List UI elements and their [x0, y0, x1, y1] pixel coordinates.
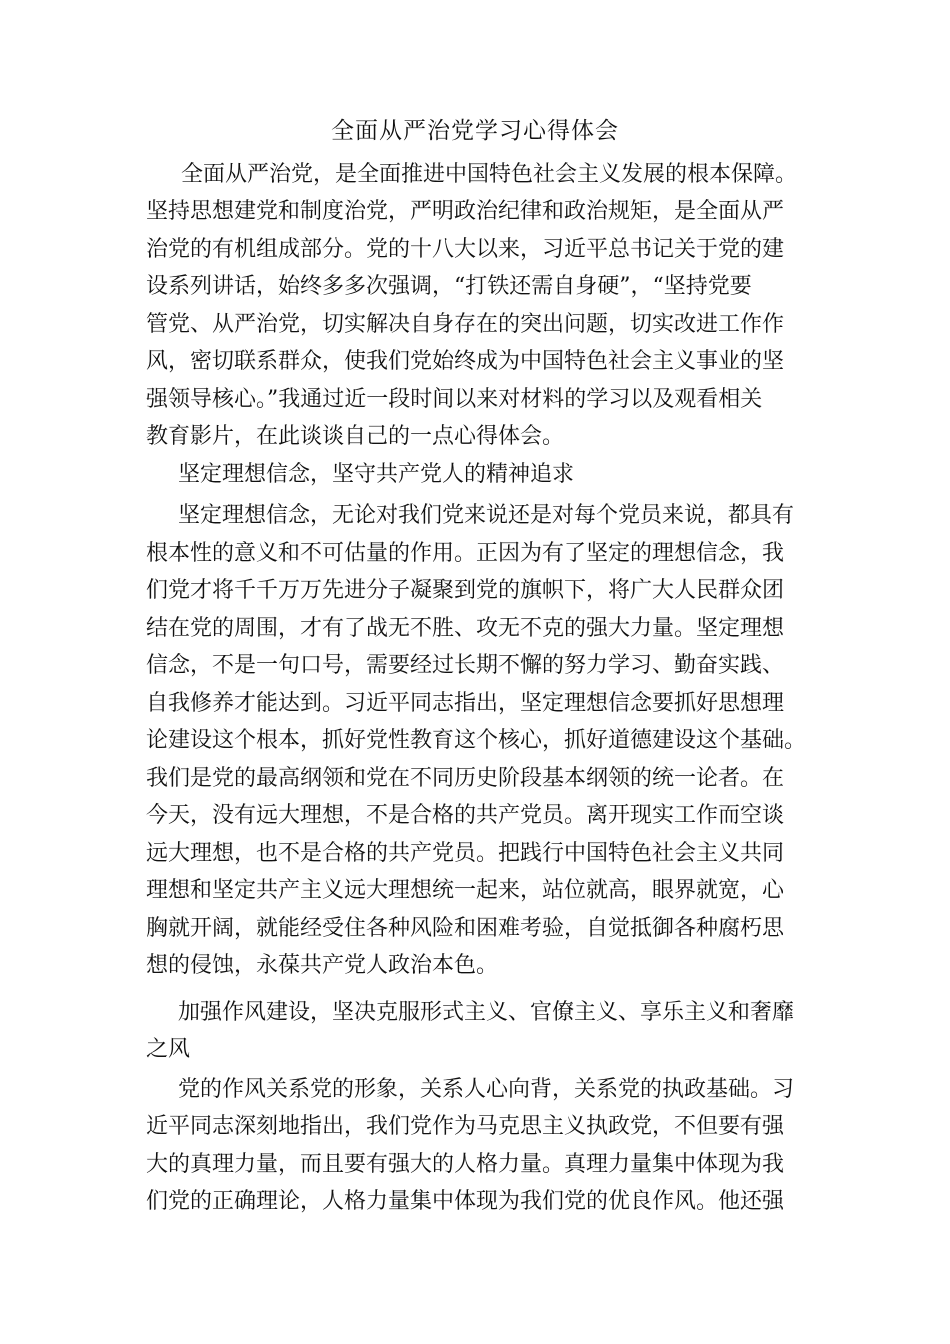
section-heading: 加强作风建设，坚决克服形式主义、官僚主义、享乐主义和奢靡 [178, 1000, 795, 1025]
text-line: 全面从严治党，是全面推进中国特色社会主义发展的根本保障。 [181, 162, 798, 187]
text-line: 自我修养才能达到。习近平同志指出，坚定理想信念要抓好思想理 [146, 691, 785, 716]
text-line: 想的侵蚀，永葆共产党人政治本色。 [146, 953, 499, 978]
text-line: 远大理想，也不是合格的共产党员。把践行中国特色社会主义共同 [146, 841, 785, 866]
text-line: 根本性的意义和不可估量的作用。正因为有了坚定的理想信念，我 [146, 541, 785, 566]
text-line: 信念，不是一句口号，需要经过长期不懈的努力学习、勤奋实践、 [146, 653, 785, 678]
text-line: 胸就开阔，就能经受住各种风险和困难考验，自觉抵御各种腐朽思 [146, 916, 785, 941]
text-line: 们党的正确理论，人格力量集中体现为我们党的优良作风。他还强 [146, 1189, 785, 1214]
text-line: 设系列讲话，始终多多次强调，“打铁还需自身硬”，“坚持党要 [146, 274, 752, 299]
text-line: 坚持思想建党和制度治党，严明政治纪律和政治规矩，是全面从严 [146, 199, 785, 224]
text-line: 大的真理力量，而且要有强大的人格力量。真理力量集中体现为我 [146, 1152, 785, 1177]
text-line: 强领导核心。”我通过近一段时间以来对材料的学习以及观看相关 [146, 387, 763, 412]
text-line: 我们是党的最高纲领和党在不同历史阶段基本纲领的统一论者。在 [146, 766, 785, 791]
text-line: 治党的有机组成部分。党的十八大以来，习近平总书记关于党的建 [146, 237, 785, 262]
text-line: 风，密切联系群众，使我们党始终成为中国特色社会主义事业的坚 [146, 349, 785, 374]
text-line: 理想和坚定共产主义远大理想统一起来，站位就高，眼界就宽，心 [146, 878, 785, 903]
text-line: 管党、从严治党，切实解决自身存在的突出问题，切实改进工作作 [146, 312, 785, 337]
text-line: 们党才将千千万万先进分子凝聚到党的旗帜下，将广大人民群众团 [146, 578, 785, 603]
text-line: 坚定理想信念，无论对我们党来说还是对每个党员来说，都具有 [178, 503, 795, 528]
text-line: 今天，没有远大理想，不是合格的共产党员。离开现实工作而空谈 [146, 803, 785, 828]
text-line: 教育影片，在此谈谈自己的一点心得体会。 [146, 424, 565, 449]
document-title: 全面从严治党学习心得体会 [331, 118, 619, 144]
text-line: 论建设这个根本，抓好党性教育这个核心，抓好道德建设这个基础。 [146, 728, 807, 753]
text-line: 结在党的周围，才有了战无不胜、攻无不克的强大力量。坚定理想 [146, 616, 785, 641]
section-heading: 坚定理想信念，坚守共产党人的精神追求 [178, 462, 575, 487]
text-line: 近平同志深刻地指出，我们党作为马克思主义执政党，不但要有强 [146, 1114, 785, 1139]
text-line: 党的作风关系党的形象，关系人心向背，关系党的执政基础。习 [178, 1077, 795, 1102]
section-heading-continued: 之风 [146, 1037, 191, 1062]
